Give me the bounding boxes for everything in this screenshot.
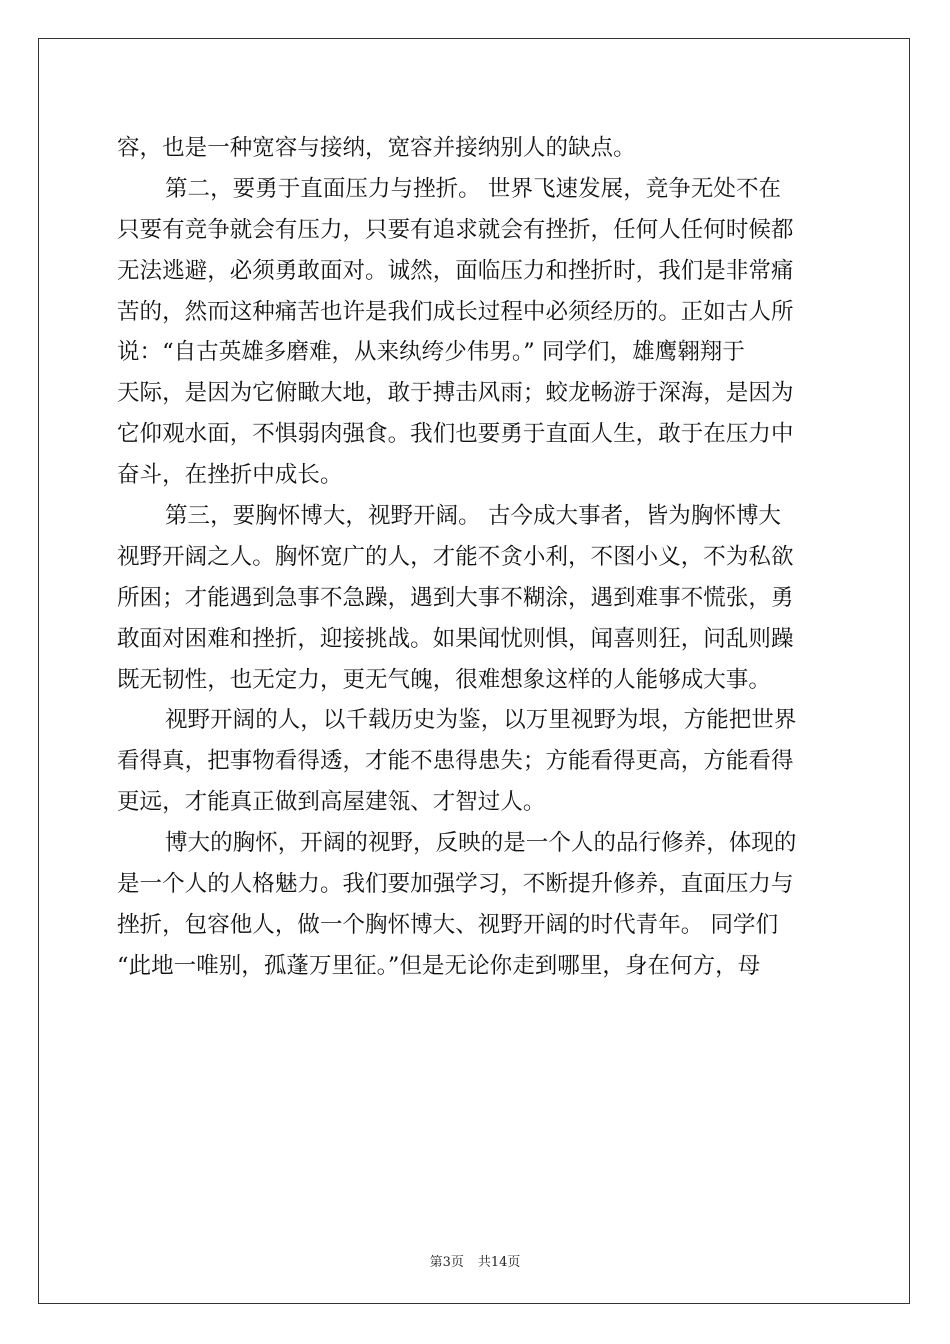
text-line: 是一个人的人格魅力。我们要加强学习，不断提升修养，直面压力与 [117, 871, 794, 898]
text-line: 天际，是因为它俯瞰大地，敢于搏击风雨；蛟龙畅游于深海，是因为 [117, 380, 794, 407]
text-line: 奋斗，在挫折中成长。 [117, 462, 343, 489]
text-line: 挫折，包容他人，做一个胸怀博大、视野开阔的时代青年。 同学们 [117, 911, 779, 938]
text-line: 第三，要胸怀博大，视野开阔。 古今成大事者，皆为胸怀博大 [165, 503, 782, 530]
text-line: 无法逃避，必须勇敢面对。诚然，面临压力和挫折时，我们是非常痛 [117, 257, 794, 284]
text-line: 容，也是一种宽容与接纳，宽容并接纳别人的缺点。 [117, 135, 636, 161]
page-total: 共14页 [477, 1255, 521, 1270]
document-body [117, 128, 835, 987]
page-footer [0, 1251, 950, 1270]
text-line: 视野开阔之人。胸怀宽广的人，才能不贪小利，不图小义，不为私欲 [117, 543, 794, 570]
text-line: 更远，才能真正做到高屋建瓴、才智过人。 [117, 789, 546, 816]
text-line: 敢面对困难和挫折，迎接挑战。如果闻忧则惧，闻喜则狂，问乱则躁 [117, 625, 794, 652]
text-line: 只要有竞争就会有压力，只要有追求就会有挫折，任何人任何时候都 [117, 216, 794, 243]
text-line: 既无韧性，也无定力，更无气魄，很难想象这样的人能够成大事。 [117, 666, 771, 693]
text-line: 博大的胸怀，开阔的视野，反映的是一个人的品行修养，体现的 [165, 830, 797, 857]
text-line: 说：“自古英雄多磨难，从来纨绔少伟男。” 同学们，雄鹰翱翔于 [117, 339, 745, 366]
text-line: 看得真，把事物看得透，才能不患得患失；方能看得更高，方能看得 [117, 748, 794, 775]
text-line: 苦的，然而这种痛苦也许是我们成长过程中必须经历的。正如古人所 [117, 298, 794, 325]
text-line: “此地一唯别，孤蓬万里征。”但是无论你走到哪里，身在何方，母 [117, 952, 761, 979]
text-line: 它仰观水面，不惧弱肉强食。我们也要勇于直面人生，敢于在压力中 [117, 421, 794, 448]
text-line: 视野开阔的人，以千载历史为鉴，以万里视野为垠，方能把世界 [165, 707, 797, 734]
text-line: 所困；才能遇到急事不急躁，遇到大事不糊涂，遇到难事不慌张，勇 [117, 584, 794, 611]
text-line: 第二，要勇于直面压力与挫折。 世界飞速发展，竞争无处不在 [165, 175, 782, 202]
page-number: 第3页 [429, 1255, 464, 1270]
